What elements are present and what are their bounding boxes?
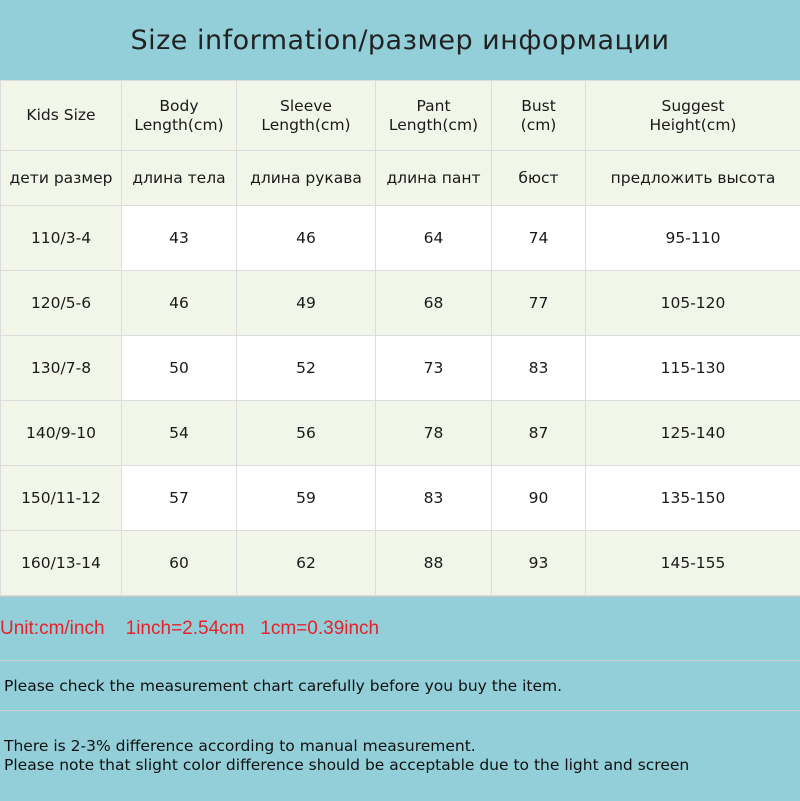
cell-sleeve-length: 59 — [237, 466, 376, 531]
cell-pant-length: 88 — [376, 531, 492, 596]
size-table — [0, 80, 800, 596]
cell-sleeve-length: 49 — [237, 271, 376, 336]
header-ru-suggest-height: предложить высота — [586, 151, 800, 206]
cell-kids-size: 140/9-10 — [1, 401, 122, 466]
header-ru-body-length: длина тела — [122, 151, 237, 206]
header-kids-size: Kids Size — [1, 81, 122, 151]
cell-suggest-height: 115-130 — [586, 336, 800, 401]
cell-kids-size: 120/5-6 — [1, 271, 122, 336]
header-ru-kids-size: дети размер — [1, 151, 122, 206]
cell-bust: 90 — [492, 466, 586, 531]
cell-suggest-height: 105-120 — [586, 271, 800, 336]
cell-kids-size: 160/13-14 — [1, 531, 122, 596]
header-ru-pant-length: длина пант — [376, 151, 492, 206]
cell-suggest-height: 125-140 — [586, 401, 800, 466]
header-suggest-height: Suggest Height(cm) — [586, 81, 800, 151]
table-row — [1, 531, 800, 596]
cell-bust: 87 — [492, 401, 586, 466]
table-row — [1, 336, 800, 401]
difference-note-text: There is 2-3% difference according to manual measurement. — [0, 737, 800, 756]
unit-conversion-band — [0, 596, 800, 661]
table-row — [1, 206, 800, 271]
cell-kids-size: 150/11-12 — [1, 466, 122, 531]
cell-bust: 77 — [492, 271, 586, 336]
header-body-length: Body Length(cm) — [122, 81, 237, 151]
cell-body-length: 43 — [122, 206, 237, 271]
cell-body-length: 60 — [122, 531, 237, 596]
cell-body-length: 46 — [122, 271, 237, 336]
header-row-russian — [1, 151, 800, 206]
header-ru-sleeve-length: длина рукава — [237, 151, 376, 206]
cell-suggest-height: 95-110 — [586, 206, 800, 271]
table-row — [1, 466, 800, 531]
cell-bust: 74 — [492, 206, 586, 271]
page-title: Size information/размер информации — [0, 0, 800, 81]
difference-note — [0, 710, 800, 801]
cell-body-length: 50 — [122, 336, 237, 401]
cell-sleeve-length: 52 — [237, 336, 376, 401]
cell-kids-size: 130/7-8 — [1, 336, 122, 401]
cell-pant-length: 64 — [376, 206, 492, 271]
header-sleeve-length: Sleeve Length(cm) — [237, 81, 376, 151]
color-note-text: Please note that slight color difference should be acceptable due to the light and screen — [0, 756, 800, 775]
header-bust: Bust (cm) — [492, 81, 586, 151]
cell-pant-length: 68 — [376, 271, 492, 336]
header-row-english — [1, 81, 800, 151]
cell-sleeve-length: 46 — [237, 206, 376, 271]
table-row — [1, 401, 800, 466]
cell-pant-length: 83 — [376, 466, 492, 531]
table-row — [1, 271, 800, 336]
check-note-text: Please check the measurement chart carefully before you buy the item. — [0, 677, 562, 696]
cell-pant-length: 78 — [376, 401, 492, 466]
header-pant-length: Pant Length(cm) — [376, 81, 492, 151]
cell-body-length: 54 — [122, 401, 237, 466]
cell-bust: 83 — [492, 336, 586, 401]
cell-bust: 93 — [492, 531, 586, 596]
cell-kids-size: 110/3-4 — [1, 206, 122, 271]
unit-conversion-text: Unit:cm/inch 1inch=2.54cm 1cm=0.39inch — [0, 618, 379, 640]
header-ru-bust: бюст — [492, 151, 586, 206]
cell-sleeve-length: 56 — [237, 401, 376, 466]
cell-suggest-height: 135-150 — [586, 466, 800, 531]
measurement-check-note — [0, 660, 800, 711]
cell-body-length: 57 — [122, 466, 237, 531]
cell-sleeve-length: 62 — [237, 531, 376, 596]
cell-pant-length: 73 — [376, 336, 492, 401]
cell-suggest-height: 145-155 — [586, 531, 800, 596]
